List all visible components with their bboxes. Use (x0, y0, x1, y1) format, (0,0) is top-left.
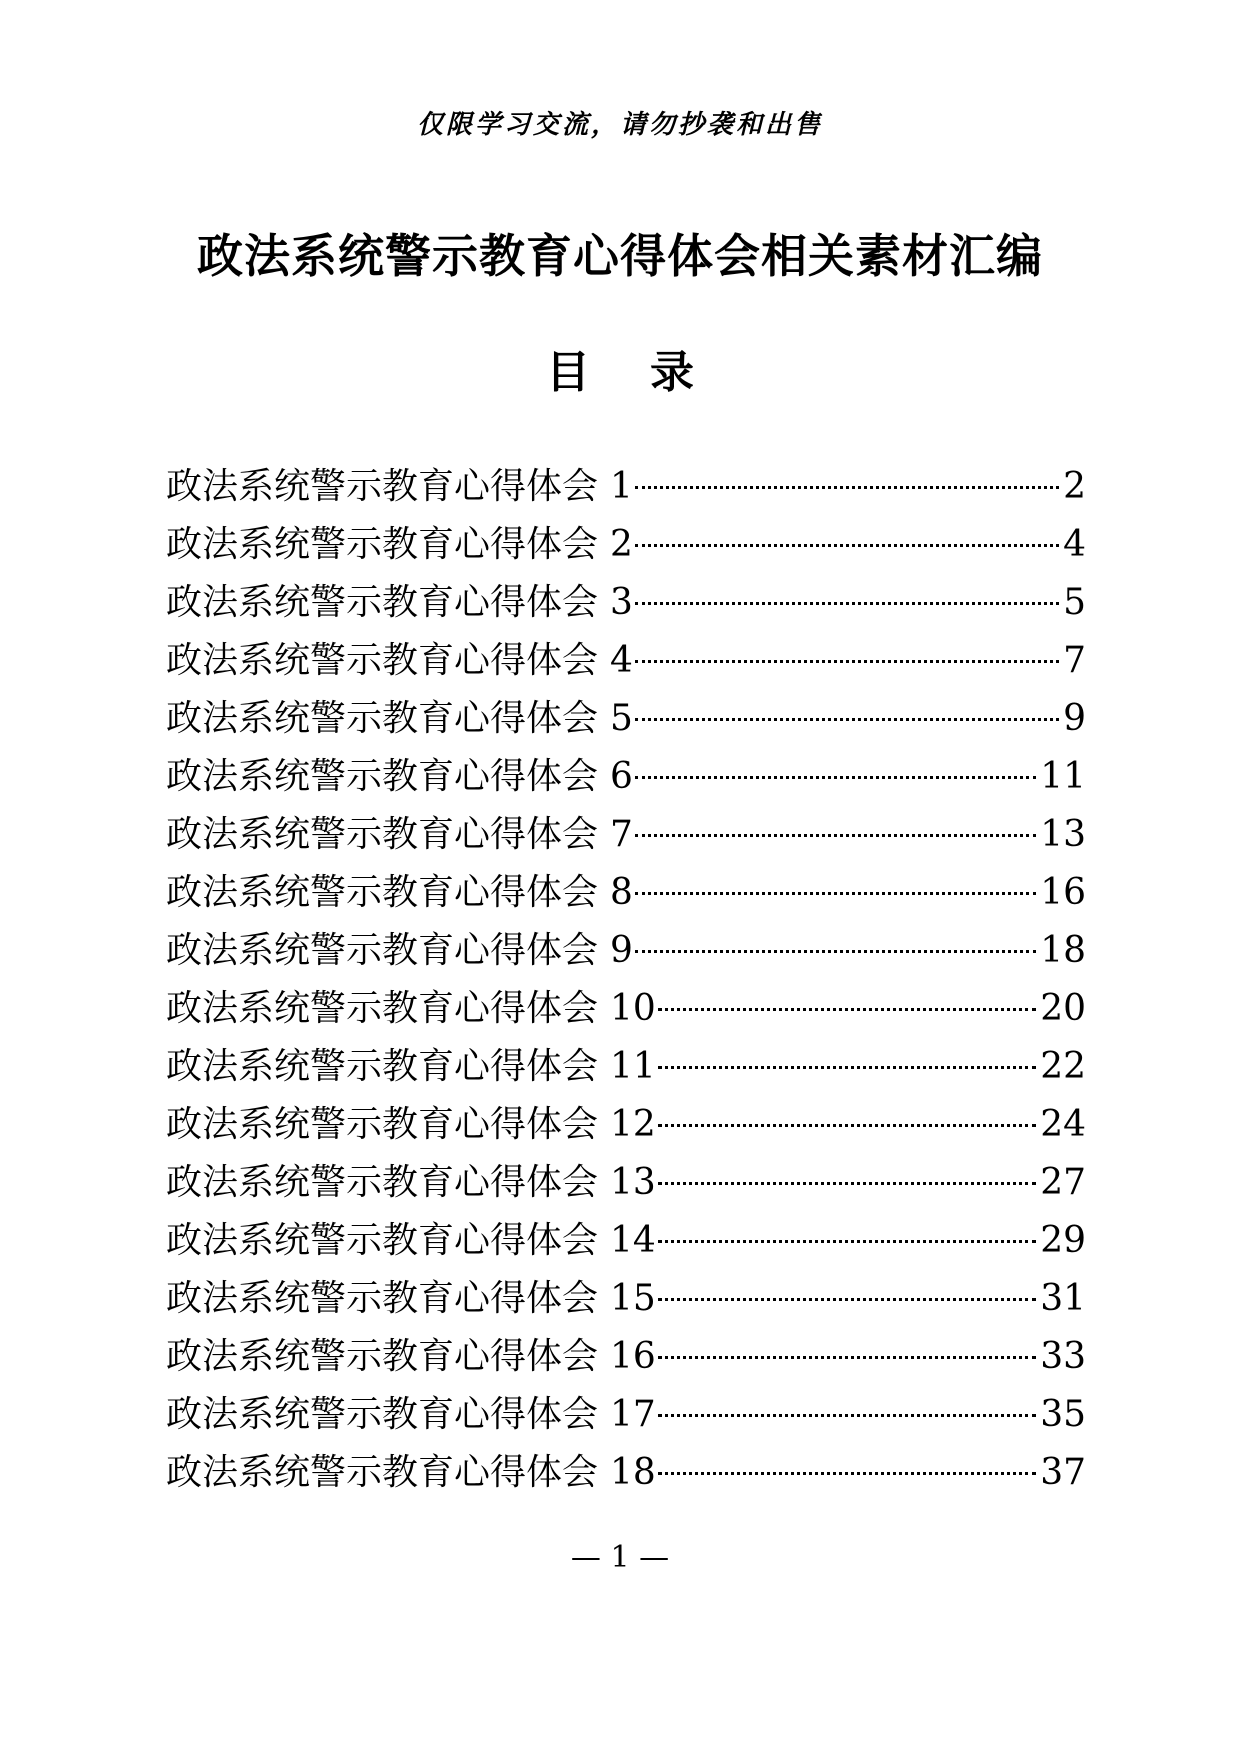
toc-entry-number: 17 (610, 1394, 656, 1435)
toc-entry-number: 6 (610, 756, 633, 797)
toc-entry[interactable] (166, 1212, 1086, 1270)
toc-entry-label: 政法系统警示教育心得体会 (166, 930, 599, 971)
toc-dot-leader (635, 834, 1036, 837)
toc-entry-label: 政法系统警示教育心得体会 (166, 1278, 599, 1319)
toc-entry[interactable] (166, 806, 1086, 864)
toc-dot-leader (658, 1356, 1036, 1359)
toc-entry-page: 18 (1040, 930, 1086, 971)
toc-entry[interactable] (166, 574, 1086, 632)
toc-entry-number: 18 (610, 1452, 656, 1493)
toc-entry-label: 政法系统警示教育心得体会 (166, 640, 599, 681)
toc-entry-page: 31 (1040, 1278, 1086, 1319)
toc-entry[interactable] (166, 516, 1086, 574)
toc-entry-label: 政法系统警示教育心得体会 (166, 698, 599, 739)
toc-dot-leader (635, 602, 1059, 605)
toc-entry-page: 20 (1040, 988, 1086, 1029)
toc-entry[interactable] (166, 1444, 1086, 1502)
toc-entry-label: 政法系统警示教育心得体会 (166, 524, 599, 565)
toc-entry-page: 22 (1040, 1046, 1086, 1087)
toc-dot-leader (658, 1240, 1036, 1243)
toc-entry[interactable] (166, 690, 1086, 748)
toc-entry-page: 37 (1040, 1452, 1086, 1493)
toc-entry-page: 4 (1063, 524, 1086, 565)
toc-dot-leader (635, 544, 1059, 547)
toc-entry-page: 13 (1040, 814, 1086, 855)
toc-entry-label: 政法系统警示教育心得体会 (166, 1452, 599, 1493)
toc-entry-page: 7 (1063, 640, 1086, 681)
toc-dot-leader (635, 660, 1059, 663)
toc-entry[interactable] (166, 864, 1086, 922)
toc-entry-number: 4 (610, 640, 633, 681)
toc-entry[interactable] (166, 458, 1086, 516)
toc-entry-number: 13 (610, 1162, 656, 1203)
toc-entry[interactable] (166, 1328, 1086, 1386)
toc-entry-label: 政法系统警示教育心得体会 (166, 1394, 599, 1435)
toc-dot-leader (635, 718, 1059, 721)
toc-entry-label: 政法系统警示教育心得体会 (166, 466, 599, 507)
toc-entry-number: 3 (610, 582, 633, 623)
toc-dot-leader (635, 950, 1036, 953)
toc-entry-label: 政法系统警示教育心得体会 (166, 1162, 599, 1203)
toc-entry-label: 政法系统警示教育心得体会 (166, 1046, 599, 1087)
toc-dot-leader (658, 1298, 1036, 1301)
table-of-contents (166, 458, 1086, 1502)
toc-entry-number: 12 (610, 1104, 656, 1145)
toc-entry[interactable] (166, 1386, 1086, 1444)
toc-dot-leader (635, 776, 1036, 779)
toc-dot-leader (635, 486, 1059, 489)
toc-entry[interactable] (166, 1096, 1086, 1154)
toc-dot-leader (658, 1008, 1036, 1011)
toc-entry-page: 35 (1040, 1394, 1086, 1435)
toc-entry-number: 7 (610, 814, 633, 855)
toc-dot-leader (658, 1124, 1036, 1127)
toc-dot-leader (658, 1472, 1036, 1475)
toc-heading-char-1: 目 (546, 347, 590, 398)
toc-entry[interactable] (166, 980, 1086, 1038)
toc-entry[interactable] (166, 1270, 1086, 1328)
toc-entry[interactable] (166, 922, 1086, 980)
toc-entry-number: 10 (610, 988, 656, 1029)
toc-entry-number: 2 (610, 524, 633, 565)
toc-entry-number: 5 (610, 698, 633, 739)
toc-entry-label: 政法系统警示教育心得体会 (166, 1104, 599, 1145)
toc-entry-number: 1 (610, 466, 633, 507)
toc-dot-leader (658, 1414, 1036, 1417)
toc-entry-page: 9 (1063, 698, 1086, 739)
toc-entry-page: 24 (1040, 1104, 1086, 1145)
toc-entry-number: 16 (610, 1336, 656, 1377)
page-number: — 1 — (570, 1540, 670, 1575)
toc-heading (0, 336, 1240, 400)
toc-entry-number: 15 (610, 1278, 656, 1319)
toc-entry-label: 政法系统警示教育心得体会 (166, 1220, 599, 1261)
toc-entry-label: 政法系统警示教育心得体会 (166, 1336, 599, 1377)
toc-entry-number: 14 (610, 1220, 656, 1261)
document-title: 政法系统警示教育心得体会相关素材汇编 (197, 229, 1043, 283)
toc-heading-char-2: 录 (650, 347, 694, 398)
toc-entry-page: 2 (1063, 466, 1086, 507)
toc-entry-page: 16 (1040, 872, 1086, 913)
toc-dot-leader (635, 892, 1036, 895)
toc-dot-leader (658, 1066, 1036, 1069)
toc-entry-label: 政法系统警示教育心得体会 (166, 814, 599, 855)
toc-entry-label: 政法系统警示教育心得体会 (166, 582, 599, 623)
toc-entry-label: 政法系统警示教育心得体会 (166, 756, 599, 797)
toc-entry[interactable] (166, 632, 1086, 690)
toc-entry[interactable] (166, 1154, 1086, 1212)
toc-entry-number: 9 (610, 930, 633, 971)
usage-notice: 仅限学习交流，请勿抄袭和出售 (416, 110, 823, 140)
toc-entry-page: 5 (1063, 582, 1086, 623)
toc-entry-label: 政法系统警示教育心得体会 (166, 872, 599, 913)
toc-entry-page: 11 (1040, 756, 1086, 797)
toc-entry-number: 8 (610, 872, 633, 913)
toc-entry-page: 27 (1040, 1162, 1086, 1203)
toc-entry-page: 33 (1040, 1336, 1086, 1377)
toc-dot-leader (658, 1182, 1036, 1185)
toc-entry-label: 政法系统警示教育心得体会 (166, 988, 599, 1029)
toc-entry-page: 29 (1040, 1220, 1086, 1261)
toc-entry[interactable] (166, 748, 1086, 806)
toc-entry[interactable] (166, 1038, 1086, 1096)
toc-entry-number: 11 (610, 1046, 656, 1087)
